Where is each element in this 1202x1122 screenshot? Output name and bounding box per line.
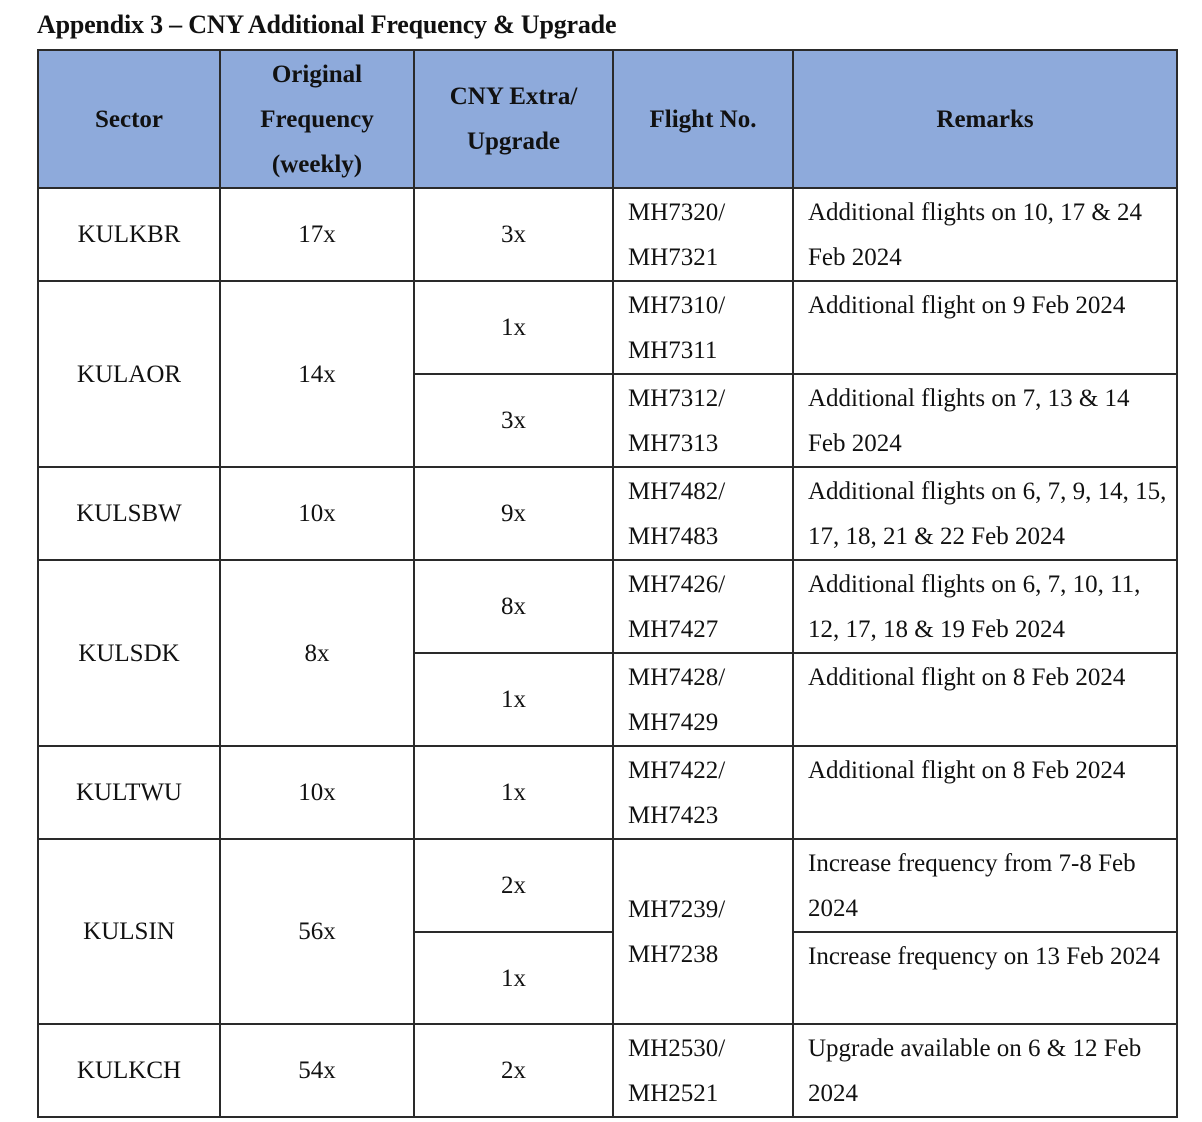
flight-no-line: MH7426/: [628, 571, 726, 598]
original-frequency-cell: 10x: [220, 746, 414, 839]
header-sector: Sector: [38, 50, 220, 188]
flight-no-cell: [613, 281, 793, 374]
flight-no-line: MH7320/: [628, 199, 726, 226]
flight-no-line: MH7483: [628, 523, 719, 550]
extra-cell: 3x: [414, 188, 613, 281]
flight-no-line: MH7238: [628, 940, 719, 968]
extra-cell: 9x: [414, 467, 613, 560]
frequency-table: [37, 49, 1178, 1118]
header-flight-no: Flight No.: [613, 50, 793, 188]
flight-no-cell: [613, 839, 793, 1024]
table-row: [38, 1024, 1177, 1117]
flight-no-line: MH7239/: [628, 895, 726, 923]
remarks-cell: Additional flights on 10, 17 & 24 Feb 2024: [793, 188, 1177, 281]
extra-cell: 1x: [414, 281, 613, 374]
sector-cell: KULSDK: [38, 560, 220, 746]
sector-cell: KULKBR: [38, 188, 220, 281]
remarks-cell: Increase frequency on 13 Feb 2024: [793, 932, 1177, 1024]
flight-no-line: MH7429: [628, 709, 719, 736]
flight-no-line: MH7428/: [628, 664, 726, 691]
table-header-row: [38, 50, 1177, 188]
sector-cell: KULSBW: [38, 467, 220, 560]
original-frequency-cell: 56x: [220, 839, 414, 1024]
flight-no-cell: [613, 653, 793, 746]
sector-cell: KULTWU: [38, 746, 220, 839]
flight-no-line: MH7482/: [628, 478, 726, 505]
extra-cell: 1x: [414, 746, 613, 839]
original-frequency-cell: 10x: [220, 467, 414, 560]
remarks-cell: Additional flights on 6, 7, 9, 14, 15, 17, 18, 21 & 22 Feb 2024: [793, 467, 1177, 560]
page-title: Appendix 3 – CNY Additional Frequency & Upgrade: [37, 10, 617, 39]
remarks-cell: Increase frequency from 7-8 Feb 2024: [793, 839, 1177, 932]
flight-no-cell: [613, 188, 793, 281]
header-cny-extra: CNY Extra/ Upgrade: [414, 50, 613, 188]
flight-no-line: MH7310/: [628, 292, 726, 319]
flight-no-line: MH7311: [628, 337, 718, 364]
original-frequency-cell: 17x: [220, 188, 414, 281]
header-remarks: Remarks: [793, 50, 1177, 188]
extra-cell: 2x: [414, 1024, 613, 1117]
flight-no-cell: [613, 746, 793, 839]
remarks-cell: Additional flights on 6, 7, 10, 11, 12, 17, 18 & 19 Feb 2024: [793, 560, 1177, 653]
flight-no-line: MH7422/: [628, 757, 726, 784]
flight-no-cell: [613, 467, 793, 560]
table-row: [38, 839, 1177, 932]
extra-cell: 1x: [414, 653, 613, 746]
remarks-cell: Additional flight on 8 Feb 2024: [793, 746, 1177, 839]
flight-no-line: MH7312/: [628, 385, 726, 412]
table-row: [38, 746, 1177, 839]
table-row: [38, 188, 1177, 281]
remarks-cell: Upgrade available on 6 & 12 Feb 2024: [793, 1024, 1177, 1117]
flight-no-line: MH7321: [628, 244, 719, 271]
flight-no-line: MH7313: [628, 430, 719, 457]
sector-cell: KULAOR: [38, 281, 220, 467]
flight-no-cell: [613, 1024, 793, 1117]
extra-cell: 8x: [414, 560, 613, 653]
flight-no-line: MH7423: [628, 802, 719, 829]
header-original-frequency: Original Frequency (weekly): [220, 50, 414, 188]
flight-no-line: MH2521: [628, 1080, 719, 1107]
sector-cell: KULKCH: [38, 1024, 220, 1117]
extra-cell: 3x: [414, 374, 613, 467]
flight-no-cell: [613, 374, 793, 467]
table-row: [38, 281, 1177, 374]
flight-no-cell: [613, 560, 793, 653]
original-frequency-cell: 54x: [220, 1024, 414, 1117]
flight-no-line: MH2530/: [628, 1035, 726, 1062]
sector-cell: KULSIN: [38, 839, 220, 1024]
table-row: [38, 560, 1177, 653]
original-frequency-cell: 8x: [220, 560, 414, 746]
remarks-cell: Additional flight on 9 Feb 2024: [793, 281, 1177, 374]
extra-cell: 2x: [414, 839, 613, 932]
remarks-cell: Additional flights on 7, 13 & 14 Feb 2024: [793, 374, 1177, 467]
table-row: [38, 467, 1177, 560]
remarks-cell: Additional flight on 8 Feb 2024: [793, 653, 1177, 746]
flight-no-line: MH7427: [628, 616, 719, 643]
original-frequency-cell: 14x: [220, 281, 414, 467]
extra-cell: 1x: [414, 932, 613, 1024]
